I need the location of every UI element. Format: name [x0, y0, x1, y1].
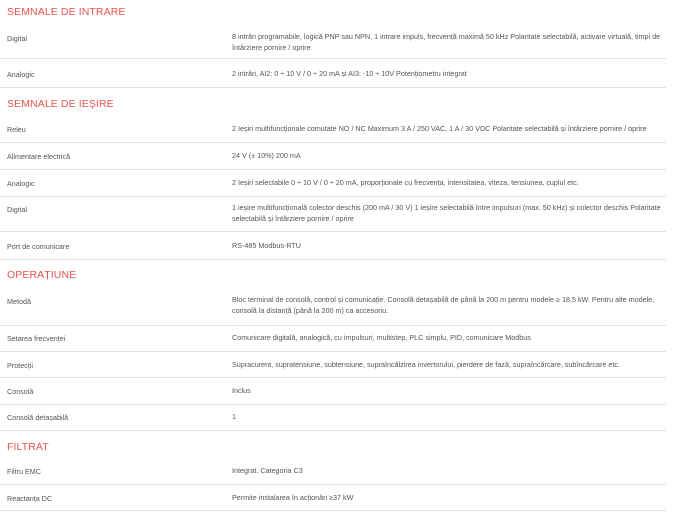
spec-row-operation-protections — [0, 352, 666, 378]
spec-row-outputs-relay — [0, 116, 666, 143]
spec-label: Analogic — [7, 179, 35, 188]
spec-label: Releu — [7, 125, 26, 134]
spec-row-outputs-digital — [0, 197, 666, 232]
spec-label: Digital — [7, 205, 27, 214]
spec-label: Protecții — [7, 361, 33, 370]
section-title-operation: OPERAȚIUNE — [7, 269, 77, 281]
spec-label: Filtru EMC — [7, 467, 41, 476]
spec-value: Bloc terminal de consolă, control și comunicație. Consolă detașabilă de până la 200 m pentru modele ≥ 18,5 kW. Pentru alte modele, consolă la distanță (până la 200 m) ca accesoriu. — [232, 295, 655, 315]
spec-value: 24 V (± 10%) 200 mA — [232, 151, 301, 160]
spec-label: Reactanța DC — [7, 494, 53, 503]
spec-row-filter-emc — [0, 459, 666, 485]
spec-value: Supracurent, supratensiune, subtensiune, supraîncălzirea invertorului, pierdere de fază, supraîncărcare, subîncărcare etc. — [232, 360, 620, 369]
spec-value: 1 — [232, 412, 236, 421]
spec-label: Analogic — [7, 70, 35, 79]
spec-row-operation-method — [0, 288, 666, 326]
section-title-inputs: SEMNALE DE INTRARE — [7, 6, 126, 18]
spec-value: 2 Ieșiri selectabile 0 ÷ 10 V / 0 ÷ 20 mA, proporționale cu frecvența, intensitatea, viteza, tensiunea, cuplul etc. — [232, 178, 579, 187]
spec-row-outputs-analog — [0, 170, 666, 197]
spec-label: Port de comunicare — [7, 242, 70, 251]
spec-row-outputs-comm-port — [0, 232, 666, 260]
spec-value: 2 Ieșiri multifuncționale comutate NO / NC Maximum 3 A / 250 VAC, 1 A / 30 VDC Polaritate selectabilă și întârziere pornire / oprire — [232, 124, 647, 133]
spec-label: Metodă — [7, 297, 31, 306]
spec-row-operation-detachable-console — [0, 405, 666, 431]
spec-label: Setarea frecvenței — [7, 334, 66, 343]
spec-label: Consolă detașabilă — [7, 413, 69, 422]
spec-value: Permite instalarea în acționări ≥37 kW — [232, 493, 354, 502]
spec-row-inputs-analog — [0, 59, 666, 88]
spec-row-inputs-digital — [0, 28, 666, 59]
spec-value: Comunicare digitală, analogică, cu impulsuri, multistep, PLC simplu, PID, comunicare Modbus — [232, 333, 531, 342]
section-title-filter: FILTRAT — [7, 441, 49, 453]
spec-value: 8 intrări programabile, logică PNP sau NPN, 1 intrare impuls, frecvență maximă 50 kHz Polaritate selectabilă, activare virtuală, timpi de întârziere pornire / oprire — [232, 32, 661, 52]
spec-value: Integrat. Categoria C3 — [232, 466, 303, 475]
spec-value: Inclus — [232, 386, 251, 395]
spec-label: Digital — [7, 34, 27, 43]
spec-row-operation-console — [0, 378, 666, 405]
spec-value: RS-485 Modbus-RTU — [232, 241, 301, 250]
spec-label: Alimentare electrică — [7, 152, 71, 161]
spec-label: Consolă — [7, 387, 34, 396]
spec-row-operation-frequency — [0, 326, 666, 352]
spec-value: 1 ieșire multifuncțională colector deschis (200 mA / 30 V) 1 ieșire selectabilă între impulsuri (max. 50 kHz) și colector deschis Polaritate selectabilă și întârziere pornire / oprire — [232, 203, 661, 223]
section-title-outputs: SEMNALE DE IEȘIRE — [7, 98, 114, 110]
spec-row-outputs-power — [0, 143, 666, 170]
spec-value: 2 intrări, AI2: 0 ÷ 10 V / 0 ÷ 20 mA și AI3: -10 ÷ 10V Potențiometru integrat — [232, 69, 467, 78]
spec-row-filter-dc-reactance — [0, 485, 666, 511]
